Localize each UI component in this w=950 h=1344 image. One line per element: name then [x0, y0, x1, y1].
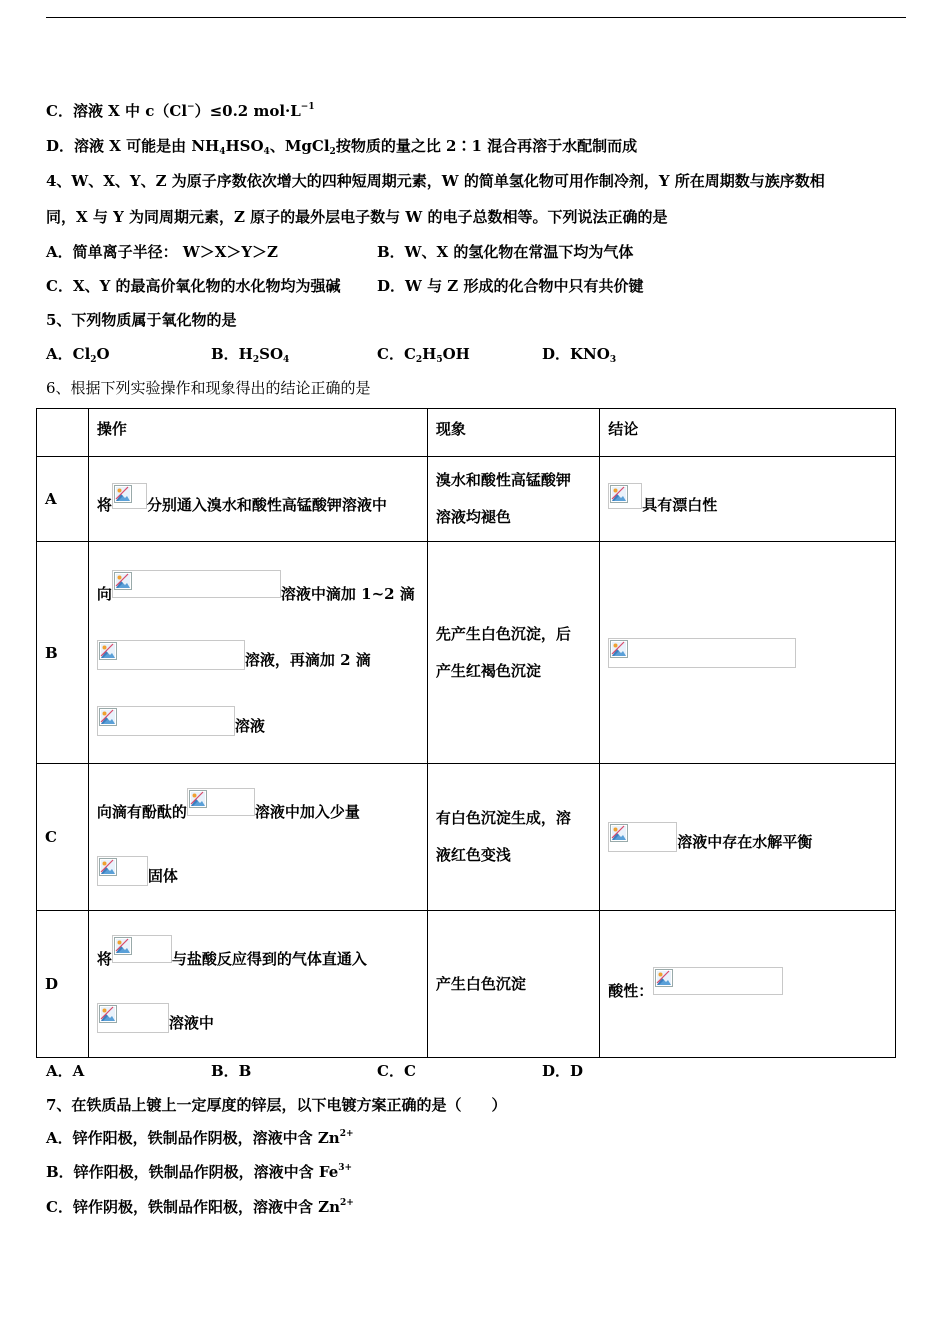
q6-option-c: C．C: [377, 1062, 416, 1080]
row-label: A: [37, 457, 89, 542]
q6-option-d: D．D: [542, 1062, 584, 1080]
row-label: C: [37, 764, 89, 911]
header-cell-conclusion: 结论: [600, 409, 896, 457]
q4-option-b: B．W、X 的氢化物在常温下均为气体: [377, 243, 634, 261]
broken-image-icon: [112, 570, 281, 598]
phenomenon-cell: 有白色沉淀生成，溶 液红色变浅: [427, 764, 599, 911]
table-row: [37, 457, 896, 542]
conclusion-cell: 具有漂白性: [600, 457, 896, 542]
q5-stem: 5、下列物质属于氧化物的是: [46, 311, 237, 329]
table-row: [37, 764, 896, 911]
row-label: D: [37, 911, 89, 1058]
operation-line: 将 分别通入溴水和酸性高锰酸钾溶液中: [97, 483, 419, 515]
q4-stem-line2: 同，X 与 Y 为同周期元素，Z 原子的最外层电子数与 W 的电子总数相等。下列说法正确的是: [46, 208, 668, 226]
conclusion-cell: 溶液中存在水解平衡: [600, 764, 896, 911]
broken-image-icon: [653, 967, 783, 995]
conclusion-cell: [600, 542, 896, 764]
q3-option-d: D．溶液 X 可能是由 $NH_4HSO_4$、MgCl$_2$按物质的量之比 2∶1 混合再溶于水配制而成: [46, 137, 638, 157]
conclusion-cell: 酸性：: [600, 911, 896, 1058]
header-rule: [46, 17, 906, 18]
broken-image-icon: [112, 483, 147, 509]
q5-option-d: D．$KNO_3$: [542, 345, 617, 365]
row-label: B: [37, 542, 89, 764]
broken-image-icon: [97, 640, 245, 670]
q4-option-d: D．W 与 Z 形成的化合物中只有共价键: [377, 277, 644, 295]
phenomenon-cell: 产生白色沉淀: [427, 911, 599, 1058]
header-cell-phenomenon: 现象: [427, 409, 599, 457]
phenomenon-cell: 溴水和酸性高锰酸钾 溶液均褪色: [427, 457, 599, 542]
q6-table: [36, 408, 896, 1058]
q7-stem: 7、在铁质品上镀上一定厚度的锌层，以下电镀方案正确的是（ ）: [46, 1096, 507, 1114]
broken-image-icon: [608, 638, 796, 668]
operation-cell: 向 溶液中滴加 1~2 滴 溶液，再滴加 2 滴 溶液: [88, 542, 427, 764]
broken-image-icon: [187, 788, 255, 816]
q6-option-b: B．B: [211, 1062, 252, 1080]
header-cell-operation: 操作: [88, 409, 427, 457]
table-row: [37, 911, 896, 1058]
q6-option-a: A．A: [46, 1062, 85, 1080]
q7-option-b: B．锌作阳极，铁制品作阴极，溶液中含 $Fe^{3+}$: [46, 1163, 353, 1181]
q5-option-a: A．$Cl_2O$: [46, 345, 110, 365]
q4-option-a: A．简单离子半径： W＞X＞Y＞Z: [46, 243, 279, 261]
q4-stem-line1: 4、W、X、Y、Z 为原子序数依次增大的四种短周期元素，W 的简单氢化物可用作制冷剂，Y 所在周期数与族序数相: [46, 172, 825, 190]
phenomenon-cell: 先产生白色沉淀，后 产生红褐色沉淀: [427, 542, 599, 764]
q5-option-b: B．$H_2SO_4$: [211, 345, 290, 365]
operation-cell: 向滴有酚酞的 溶液中加入少量 固体: [88, 764, 427, 911]
broken-image-icon: [97, 706, 235, 736]
operation-cell: [88, 457, 427, 542]
header-cell-empty: [37, 409, 89, 457]
q5-option-c: C．$C_2H_5OH$: [377, 345, 470, 365]
broken-image-icon: [608, 483, 642, 509]
table-row: [37, 542, 896, 764]
broken-image-icon: [97, 1003, 169, 1033]
q6-stem: 6、根据下列实验操作和现象得出的结论正确的是: [46, 379, 371, 397]
table-header-row: [37, 409, 896, 457]
q3-option-c: C．溶液 X 中 c（Cl−）≤0.2 $mol\cdot L^{-1}$: [46, 102, 315, 120]
q7-option-c: C．锌作阴极，铁制品作阳极，溶液中含 $Zn^{2+}$: [46, 1198, 354, 1216]
broken-image-icon: [608, 822, 677, 852]
q4-option-c: C．X、Y 的最高价氧化物的水化物均为强碱: [46, 277, 341, 295]
q7-option-a: A．锌作阳极，铁制品作阴极，溶液中含 $Zn^{2+}$: [46, 1129, 354, 1147]
operation-cell: 将 与盐酸反应得到的气体直通入 溶液中: [88, 911, 427, 1058]
broken-image-icon: [112, 935, 172, 963]
broken-image-icon: [97, 856, 148, 886]
